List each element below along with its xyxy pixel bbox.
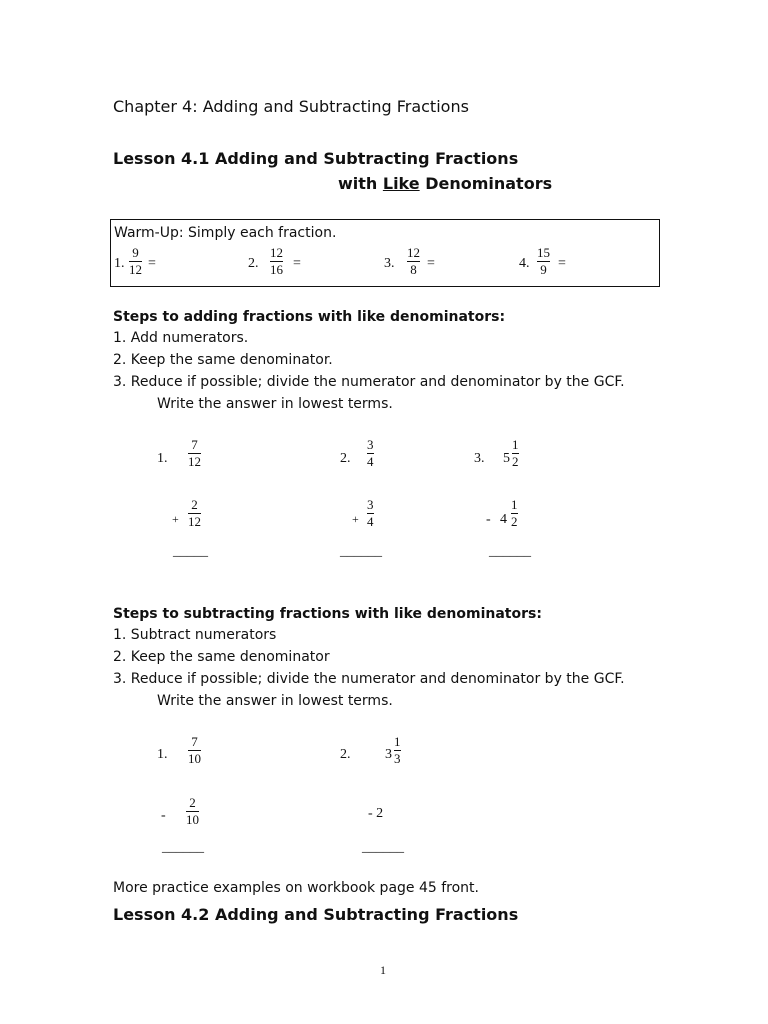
adding-step: 3. Reduce if possible; divide the numerator and denominator by the GCF.	[113, 374, 625, 390]
like-word: Like	[382, 174, 420, 193]
numerator: 12	[270, 245, 283, 260]
problem-number: 1.	[157, 747, 168, 762]
warmup-item-number: 2.	[248, 256, 259, 271]
plus-sign: +	[352, 512, 359, 526]
numerator: 2	[189, 795, 196, 810]
lesson-title: Lesson 4.1 Adding and Subtracting Fractions	[113, 149, 519, 168]
numerator: 3	[367, 437, 374, 452]
fraction	[394, 735, 401, 766]
equals-sign: =	[293, 256, 301, 271]
answer-blank: ______	[362, 840, 404, 855]
adding-indent: Write the answer in lowest terms.	[157, 396, 393, 412]
denominator: 10	[188, 751, 201, 766]
numerator: 3	[367, 497, 374, 512]
numerator: 1	[511, 497, 518, 512]
lesson-subtitle-post: Denominators	[419, 174, 553, 193]
subtracting-step: 1. Subtract numerators	[113, 627, 277, 643]
numerator: 7	[191, 734, 198, 749]
answer-blank: ______	[162, 840, 204, 855]
denominator: 12	[188, 454, 201, 469]
denominator: 4	[367, 454, 374, 469]
subtracting-indent: Write the answer in lowest terms.	[157, 693, 393, 709]
equals-sign: =	[148, 256, 156, 271]
fraction	[188, 498, 201, 529]
denominator: 4	[367, 514, 374, 529]
problem-number: 2.	[340, 747, 351, 762]
plus-sign: +	[172, 512, 179, 526]
more-practice-note: More practice examples on workbook page 45 front.	[113, 880, 479, 896]
minus-sign: -	[161, 808, 166, 823]
denominator: 12	[129, 262, 142, 277]
numerator: 7	[191, 437, 198, 452]
denominator: 10	[186, 812, 199, 827]
denominator: 3	[394, 751, 401, 766]
fraction	[188, 438, 201, 469]
warmup-item-number: 3.	[384, 256, 395, 271]
fraction	[186, 796, 199, 827]
equals-sign: =	[427, 256, 435, 271]
whole-number: 4	[500, 512, 507, 527]
whole-number: 3	[385, 747, 392, 762]
problem-number: 2.	[340, 451, 351, 466]
warmup-item-number: 1.	[114, 256, 125, 271]
page-number: 1	[380, 963, 386, 977]
numerator: 1	[394, 734, 401, 749]
equals-sign: =	[558, 256, 566, 271]
fraction	[367, 438, 374, 469]
subtracting-step: 3. Reduce if possible; divide the numerator and denominator by the GCF.	[113, 671, 625, 687]
minus-sign: -	[486, 512, 491, 527]
problem-number: 1.	[157, 451, 168, 466]
answer-blank: ______	[489, 544, 531, 559]
denominator: 9	[540, 262, 547, 277]
fraction	[367, 498, 374, 529]
subtracting-heading: Steps to subtracting fractions with like denominators:	[113, 606, 542, 622]
subtracting-step: 2. Keep the same denominator	[113, 649, 330, 665]
denominator: 2	[512, 454, 519, 469]
denominator: 2	[511, 514, 518, 529]
warmup-fraction	[537, 246, 550, 277]
numerator: 12	[407, 245, 420, 260]
adding-heading: Steps to adding fractions with like denominators:	[113, 309, 506, 325]
warmup-item-number: 4.	[519, 256, 530, 271]
fraction	[511, 498, 518, 529]
problem-number: 3.	[474, 451, 485, 466]
answer-blank: _____	[173, 544, 208, 559]
whole-number: 5	[503, 451, 510, 466]
lesson-subtitle-pre: with	[338, 174, 383, 193]
warmup-fraction	[129, 246, 142, 277]
lesson-subtitle	[338, 174, 552, 193]
chapter-title: Chapter 4: Adding and Subtracting Fractions	[113, 97, 469, 116]
subtrahend: - 2	[368, 806, 384, 821]
warmup-fraction	[407, 246, 420, 277]
adding-step: 1. Add numerators.	[113, 330, 249, 346]
denominator: 12	[188, 514, 201, 529]
numerator: 9	[132, 245, 139, 260]
fraction	[512, 438, 519, 469]
denominator: 16	[270, 262, 283, 277]
fraction	[188, 735, 201, 766]
numerator: 15	[537, 245, 550, 260]
adding-step: 2. Keep the same denominator.	[113, 352, 333, 368]
warmup-fraction	[270, 246, 283, 277]
numerator: 2	[191, 497, 198, 512]
answer-blank: ______	[340, 544, 382, 559]
numerator: 1	[512, 437, 519, 452]
warmup-title: Warm-Up: Simply each fraction.	[114, 225, 337, 241]
denominator: 8	[410, 262, 417, 277]
lesson-4-2-title: Lesson 4.2 Adding and Subtracting Fractions	[113, 905, 519, 924]
